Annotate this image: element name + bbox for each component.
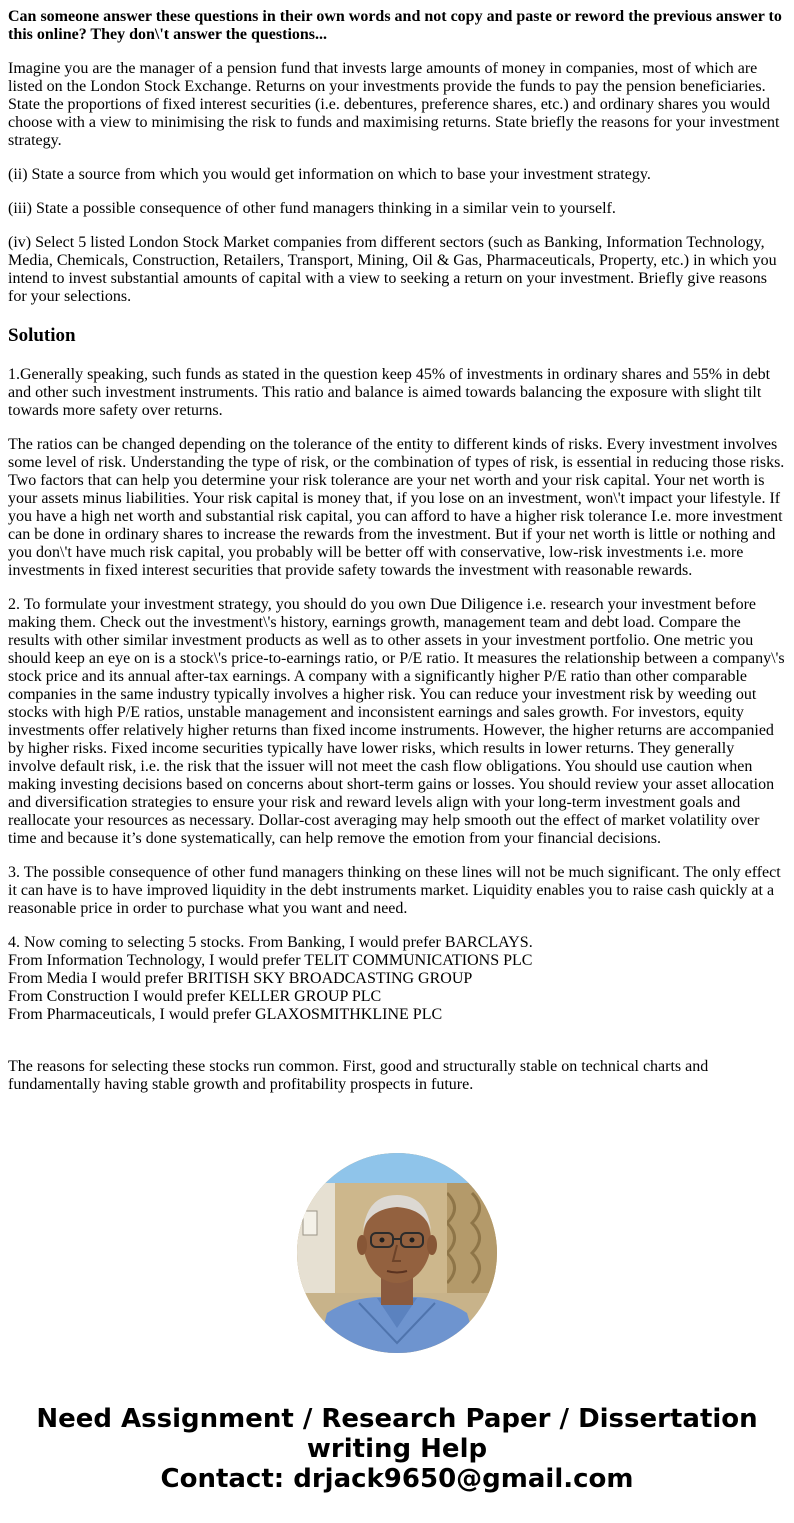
solution-paragraph: 2. To formulate your investment strategy, you should do you own Due Diligence i.e. research your investment before making them. Check out the investment\'s history, earnings growth, management team and debt load. Compare the results with other similar investment products as well as to other assets in your investment portfolio. One metric you should keep an eye on is a stock\'s price-to-earnings ratio, or P/E ratio. It measures the relationship between a company\'s stock price and its annual after-tax earnings. A company with a significantly higher P/E ratio than other comparable companies in the same industry typically involves a higher risk. You can reduce your investment risk by weeding out stocks with high P/E ratios, unstable management and inconsistent earnings and sales growth. For investors, equity investments offer relatively higher returns than fixed income instruments. However, the higher returns are accompanied by higher risks. Fixed income securities typically have lower risks, which results in lower returns. They generally involve default risk, i.e. the risk that the issuer will not meet the cash flow obligations. You should use caution when making investing decisions based on concerns about short-term gains or losses. You should review your asset allocation and diversification strategies to ensure your risk and reward levels align with your long-term investment goals and reallocate your resources as necessary. Dollar-cost averaging may help smooth out the effect of market volatility over time and because it’s done systematically, can help remove the emotion from your financial decisions. xyxy=(8,596,785,847)
question-paragraph: (ii) State a source from which you would get information on which to base your investment strategy. xyxy=(8,166,651,183)
solution-heading: Solution xyxy=(8,325,76,346)
question-title: Can someone answer these questions in their own words and not copy and paste or reword the previous answer to this online? They don\'t answer the questions... xyxy=(8,8,782,43)
question-paragraph: Imagine you are the manager of a pension fund that invests large amounts of money in companies, most of which are listed on the London Stock Exchange. Returns on your investments provide the funds to pay the pension beneficiaries. State the proportions of fixed interest securities (i.e. debentures, preference shares, etc.) and ordinary shares you would choose with a view to minimising the risk to funds and maximising returns. State briefly the reasons for your investment strategy. xyxy=(8,60,780,149)
page-content xyxy=(8,0,786,1094)
promo-line: Need Assignment / Research Paper / Dissertation xyxy=(36,1404,758,1434)
stock-line: From Pharmaceuticals, I would prefer GLAXOSMITHKLINE PLC xyxy=(8,1006,443,1023)
stock-line: From Media I would prefer BRITISH SKY BROADCASTING GROUP xyxy=(8,970,473,987)
stock-line: 4. Now coming to selecting 5 stocks. From Banking, I would prefer BARCLAYS. xyxy=(8,934,533,951)
blank-line xyxy=(8,1024,786,1042)
author-photo xyxy=(297,1153,497,1353)
solution-paragraph: 3. The possible consequence of other fund managers thinking on these lines will not be much significant. The only effect it can have is to have improved liquidity in the debt instruments market. Liquidity enables you to raise cash quickly at a reasonable price in order to purchase what you want and need. xyxy=(8,864,781,917)
stock-selection-list xyxy=(8,934,786,1042)
question-paragraph: (iv) Select 5 listed London Stock Market companies from different sectors (such as Banking, Information Technology, Media, Chemicals, Construction, Retailers, Transport, Mining, Oil & Gas, Pharmaceuticals, Property, etc.) in which you intend to invest substantial amounts of capital with a view to seeking a return on your investment. Briefly give reasons for your selections. xyxy=(8,234,777,305)
stock-line: From Construction I would prefer KELLER GROUP PLC xyxy=(8,988,382,1005)
question-paragraph: (iii) State a possible consequence of other fund managers thinking in a similar vein to yourself. xyxy=(8,200,616,217)
closing-paragraph: The reasons for selecting these stocks run common. First, good and structurally stable on technical charts and fundamentally having stable growth and profitability prospects in future. xyxy=(8,1058,709,1093)
solution-paragraph: The ratios can be changed depending on the tolerance of the entity to different kinds of risks. Every investment involves some level of risk. Understanding the type of risk, or the combination of types of risk, is essential in reducing those risks. Two factors that can help you determine your risk tolerance are your net worth and your risk capital. Your net worth is your assets minus liabilities. Your risk capital is money that, if you lose on an investment, won\'t impact your lifestyle. If you have a high net worth and substantial risk capital, you can afford to have a higher risk tolerance I.e. more investment can be done in ordinary shares to increase the rewards from the investment. But if your net worth is little or nothing and you don\'t have much risk capital, you probably will be better off with conservative, low-risk investments i.e. more investments in fixed interest securities that provide safety towards the investment with reasonable rewards. xyxy=(8,436,785,579)
promo-contact: Contact: drjack9650@gmail.com xyxy=(160,1464,634,1494)
promo-banner xyxy=(0,1404,794,1494)
solution-paragraph: 1.Generally speaking, such funds as stated in the question keep 45% of investments in ordinary shares and 55% in debt and other such investment instruments. This ratio and balance is aimed towards balancing the exposure with slight tilt towards more safety over returns. xyxy=(8,366,771,419)
portrait-image xyxy=(297,1153,497,1353)
promo-line: writing Help xyxy=(306,1434,488,1464)
stock-line: From Information Technology, I would prefer TELIT COMMUNICATIONS PLC xyxy=(8,952,533,969)
